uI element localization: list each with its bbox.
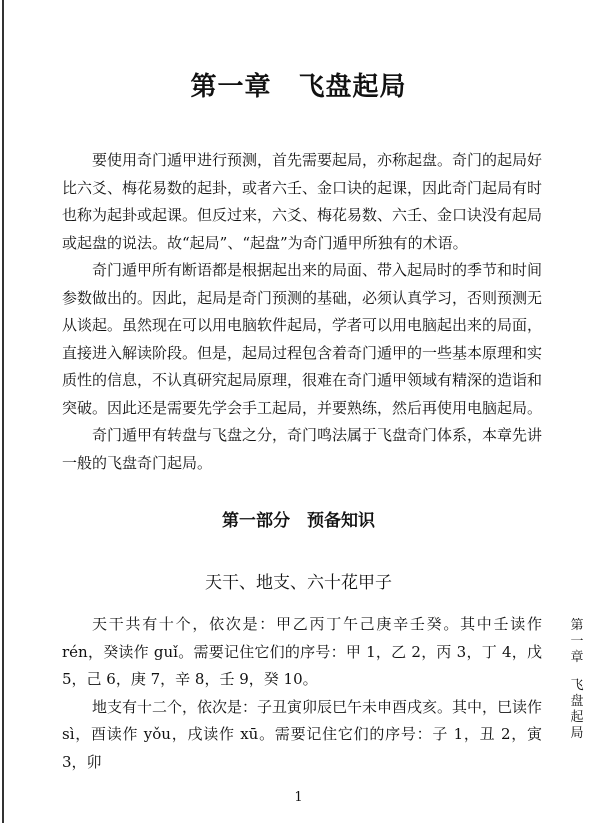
chapter-side-tab xyxy=(568,618,586,742)
side-tab-chapter: 第一章 xyxy=(570,618,584,665)
paragraph: 奇门遁甲有转盘与飞盘之分，奇门鸣法属于飞盘奇门体系，本章先讲一般的飞盘奇门起局。 xyxy=(62,426,543,472)
page-number: 1 xyxy=(294,790,303,805)
page-binding-edge xyxy=(2,0,4,823)
section-title: 天干、地支、六十花甲子 xyxy=(205,573,392,593)
paragraph: 奇门遁甲所有断语都是根据起出来的局面、带入起局时的季节和时间参数做出的。因此，起局是奇门预测的基础，必须认真学习，否则预测无从谈起。虽然现在可以用电脑软件起局，学者可以用电脑起出来的局面，直接进入解读阶段。但是，起局过程包含着奇门遁甲的一些基本原理和实质性的信息，不认真研究起局原理，很难在奇门遁甲领域有精深的造诣和突破。因此还是需要先学会手工起局，并要熟练，然后再使用电脑起局。 xyxy=(62,261,543,417)
paragraph: 地支有十二个，依次是：子丑寅卯辰巳午未申酉戌亥。其中，巳读作 sì，酉读作 yǒu，戌读作 xū。需要记住它们的序号：子 1，丑 2，寅 3，卯 xyxy=(62,697,543,771)
part-title: 第一部分 预备知识 xyxy=(222,511,375,531)
intro-text xyxy=(62,147,542,477)
chapter-title: 第一章 飞盘起局 xyxy=(190,72,407,102)
section-text xyxy=(62,611,542,776)
paragraph: 天干共有十个，依次是：甲乙丙丁午己庚辛壬癸。其中壬读作 rén，癸读作 guǐ。需要记住它们的序号：甲 1，乙 2，丙 3，丁 4，戊 5，己 6，庚 7，辛 8，壬 9，癸 10。 xyxy=(62,615,542,688)
paragraph: 要使用奇门遁甲进行预测，首先需要起局，亦称起盘。奇门的起局好比六爻、梅花易数的起卦，或者六壬、金口诀的起课，因此奇门起局有时也称为起卦或起课。但反过来，六爻、梅花易数、六壬、金口诀没有起局或起盘的说法。故“起局”、“起盘”为奇门遁甲所独有的术语。 xyxy=(62,151,543,252)
side-tab-title: 飞盘起局 xyxy=(570,678,584,741)
